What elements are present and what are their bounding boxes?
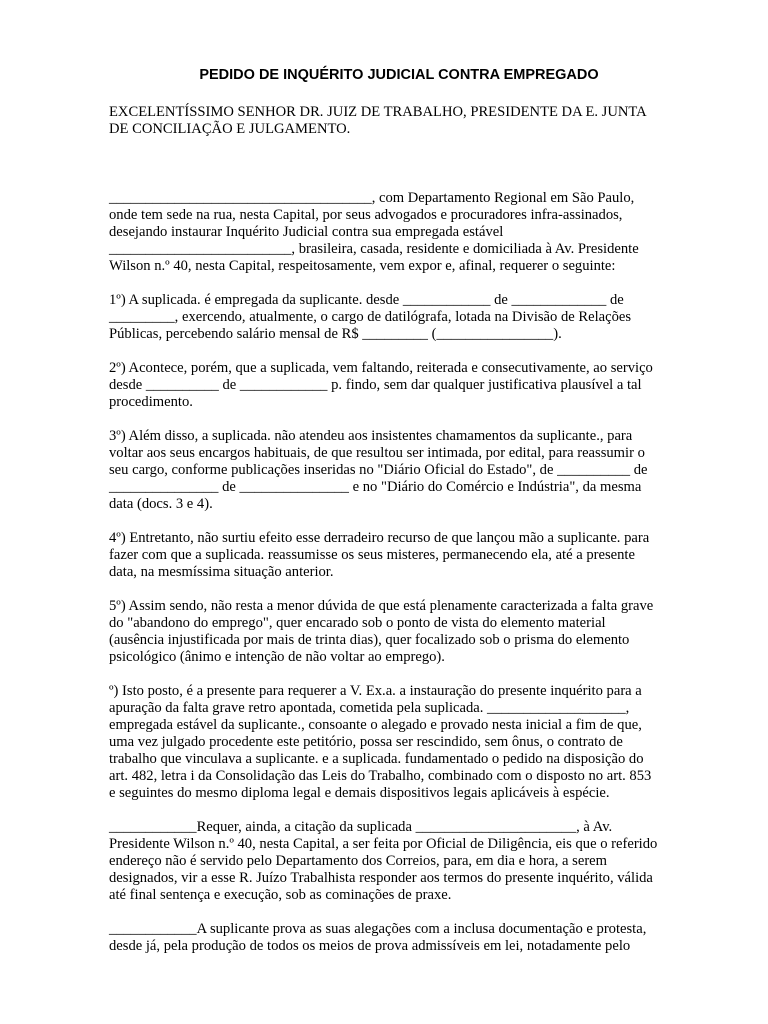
text-line: 3º) Além disso, a suplicada. não atendeu aos insistentes chamamentos da suplicante., para <box>109 428 633 444</box>
text-line: _________________________, brasileira, casada, residente e domiciliada à Av. Presidente <box>109 241 639 257</box>
text-line: _________, exercendo, atualmente, o cargo de datilógrafa, lotada na Divisão de Relações <box>109 309 632 325</box>
text-line: _______________ de _______________ e no "Diário do Comércio e Indústria", da mesma <box>109 479 642 495</box>
text-line: (ausência injustificada por mais de trinta dias), quer focalizado sob o prisma do elemento <box>109 632 630 648</box>
text-line: Wilson n.º 40, nesta Capital, respeitosamente, vem expor e, afinal, requerer o seguinte: <box>109 258 616 274</box>
text-line: Presidente Wilson n.º 40, nesta Capital, a ser feita por Oficial de Diligência, eis que o referido <box>109 836 658 852</box>
text-line: psicológico (ânimo e intenção de não voltar ao emprego). <box>109 649 445 665</box>
text-line: data, na mesmíssima situação anterior. <box>109 564 334 580</box>
text-line: ____________Requer, ainda, a citação da suplicada ______________________, à Av. <box>109 819 613 835</box>
text-line: onde tem sede na rua, nesta Capital, por seus advogados e procuradores infra-assinados, <box>109 207 623 223</box>
text-line: Públicas, percebendo salário mensal de R$ _________ (________________). <box>109 326 562 342</box>
paragraph-3 <box>109 428 689 513</box>
text-line: designados, vir a esse R. Juízo Trabalhista responder aos termos do presente inquérito, válida <box>109 870 653 886</box>
paragraph-1 <box>109 292 689 343</box>
text-line: 1º) A suplicada. é empregada da suplicante. desde ____________ de _____________ de <box>109 292 624 308</box>
paragraph-6 <box>109 683 689 802</box>
text-line: do "abandono do emprego", quer encarado sob o ponto de vista do elemento material <box>109 615 606 631</box>
paragraph-citation <box>109 819 689 904</box>
paragraph-5 <box>109 598 689 666</box>
text-line: 4º) Entretanto, não surtiu efeito esse derradeiro recurso de que lançou mão a suplicante. para <box>109 530 650 546</box>
text-line: procedimento. <box>109 394 193 410</box>
text-line: data (docs. 3 e 4). <box>109 496 213 512</box>
paragraph-intro <box>109 190 689 275</box>
text-line: trabalho que vinculava a suplicante. e a suplicada. fundamentado o pedido na disposição do <box>109 751 644 767</box>
text-line: desejando instaurar Inquérito Judicial contra sua empregada estável <box>109 224 504 240</box>
text-line: ____________________________________, com Departamento Regional em São Paulo, <box>109 190 635 206</box>
text-line: desde já, pela produção de todos os meios de prova admissíveis em lei, notadamente pelo <box>109 938 631 954</box>
text-line: fazer com que a suplicada. reassumisse os seus misteres, permanecendo ela, até a presente <box>109 547 635 563</box>
text-line: voltar aos seus encargos habituais, de que resultou ser intimada, por edital, para reassumir o <box>109 445 645 461</box>
text-line: e seguintes do mesmo diploma legal e demais dispositivos legais aplicáveis à espécie. <box>109 785 610 801</box>
text-line: uma vez julgado procedente este petitório, possa ser rescindido, sem ônus, o contrato de <box>109 734 623 750</box>
document-title: PEDIDO DE INQUÉRITO JUDICIAL CONTRA EMPREGADO <box>199 67 599 83</box>
document-page <box>109 66 689 955</box>
text-line: desde __________ de ____________ p. findo, sem dar qualquer justificativa plausível a tal <box>109 377 642 393</box>
text-line: art. 482, letra i da Consolidação das Leis do Trabalho, combinado com o disposto no art. 853 <box>109 768 652 784</box>
text-line: 5º) Assim sendo, não resta a menor dúvida de que está plenamente caracterizada a falta grave <box>109 598 654 614</box>
text-line: endereço não é servido pelo Departamento dos Correios, para, em dia e hora, a serem <box>109 853 608 869</box>
paragraph-4 <box>109 530 689 581</box>
paragraph-evidence <box>109 921 689 955</box>
text-line: º) Isto posto, é a presente para requerer a V. Ex.a. a instauração do presente inquérito para a <box>109 683 642 699</box>
addressee-block <box>109 104 689 138</box>
text-line: ____________A suplicante prova as suas alegações com a inclusa documentação e protesta, <box>109 921 647 937</box>
text-line: empregada estável da suplicante., consoante o alegado e provado nesta inicial a fim de que, <box>109 717 642 733</box>
text-line: 2º) Acontece, porém, que a suplicada, vem faltando, reiterada e consecutivamente, ao serviço <box>109 360 653 376</box>
text-line: até final sentença e execução, sob as cominações de praxe. <box>109 887 452 903</box>
paragraph-2 <box>109 360 689 411</box>
addressee-line: DE CONCILIAÇÃO E JULGAMENTO. <box>109 121 351 137</box>
text-line: seu cargo, conforme publicações inseridas no "Diário Oficial do Estado", de __________ de <box>109 462 648 478</box>
addressee-line: EXCELENTÍSSIMO SENHOR DR. JUIZ DE TRABALHO, PRESIDENTE DA E. JUNTA <box>109 104 647 120</box>
text-line: apuração da falta grave retro apontada, cometida pela suplicada. ___________________, <box>109 700 630 716</box>
